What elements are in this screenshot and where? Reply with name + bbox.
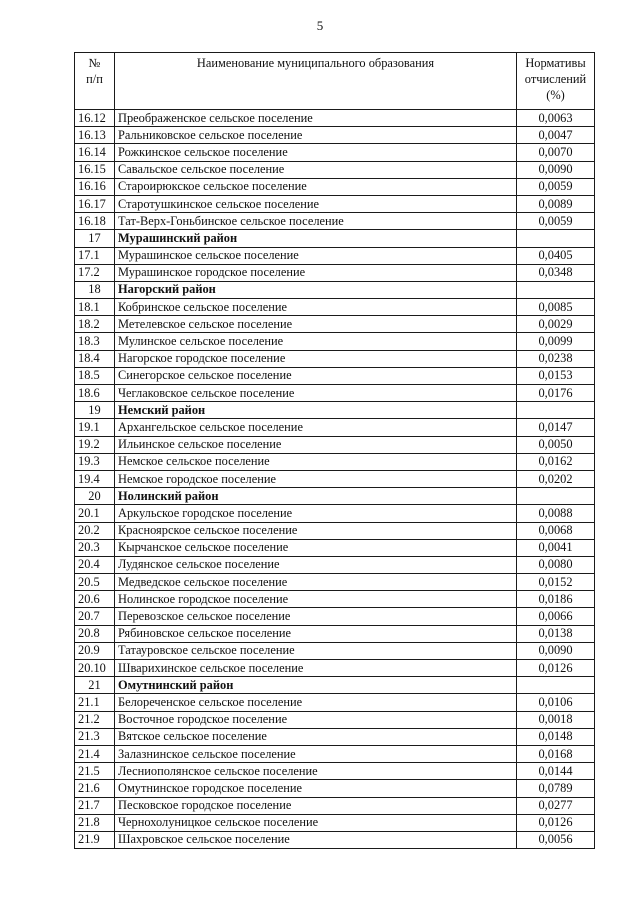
cell-value: 0,0789: [517, 780, 595, 797]
cell-name: Восточное городское поселение: [115, 711, 517, 728]
table-row: [75, 299, 595, 316]
cell-name: Немское сельское поселение: [115, 453, 517, 470]
cell-num: 20.7: [75, 608, 115, 625]
cell-name: Шварихинское сельское поселение: [115, 660, 517, 677]
cell-num: 19.1: [75, 419, 115, 436]
table-row: [75, 385, 595, 402]
cell-name: Ильинское сельское поселение: [115, 436, 517, 453]
table-row: [75, 264, 595, 281]
cell-name: Омутнинский район: [115, 677, 517, 694]
cell-value: 0,0056: [517, 831, 595, 848]
district-row: [75, 402, 595, 419]
cell-value: 0,0153: [517, 367, 595, 384]
cell-name: Нолинский район: [115, 488, 517, 505]
table-row: [75, 745, 595, 762]
cell-name: Старотушкинское сельское поселение: [115, 195, 517, 212]
cell-name: Синегорское сельское поселение: [115, 367, 517, 384]
table-row: [75, 814, 595, 831]
table-row: [75, 453, 595, 470]
cell-value: 0,0162: [517, 453, 595, 470]
cell-name: Савальское сельское поселение: [115, 161, 517, 178]
table-row: [75, 539, 595, 556]
table-row: [75, 522, 595, 539]
cell-num: 21.2: [75, 711, 115, 728]
cell-name: Медведское сельское поселение: [115, 574, 517, 591]
table-row: [75, 780, 595, 797]
cell-value: 0,0089: [517, 195, 595, 212]
cell-value: 0,0147: [517, 419, 595, 436]
cell-value: 0,0047: [517, 127, 595, 144]
cell-value: 0,0168: [517, 745, 595, 762]
table-row: [75, 127, 595, 144]
table-row: [75, 797, 595, 814]
table-row: [75, 333, 595, 350]
cell-name: Преображенское сельское поселение: [115, 110, 517, 127]
table-row: [75, 178, 595, 195]
table-row: [75, 660, 595, 677]
cell-num: 19: [75, 402, 115, 419]
table-row: [75, 367, 595, 384]
table-row: [75, 608, 595, 625]
cell-name: Песковское городское поселение: [115, 797, 517, 814]
cell-value: 0,0144: [517, 763, 595, 780]
cell-value: 0,0068: [517, 522, 595, 539]
cell-value: 0,0018: [517, 711, 595, 728]
cell-name: Татауровское сельское поселение: [115, 642, 517, 659]
cell-name: Мурашинское городское поселение: [115, 264, 517, 281]
cell-value: [517, 281, 595, 298]
cell-value: [517, 488, 595, 505]
cell-name: Лесниополянское сельское поселение: [115, 763, 517, 780]
table-row: [75, 711, 595, 728]
table-row: [75, 556, 595, 573]
cell-name: Красноярское сельское поселение: [115, 522, 517, 539]
cell-value: 0,0080: [517, 556, 595, 573]
cell-name: Чеглаковское сельское поселение: [115, 385, 517, 402]
header-value-line1: Нормативы: [525, 56, 586, 70]
table-row: [75, 161, 595, 178]
cell-num: 16.17: [75, 195, 115, 212]
page-number: 5: [316, 18, 324, 33]
table-row: [75, 574, 595, 591]
table-row: [75, 591, 595, 608]
cell-name: Шахровское сельское поселение: [115, 831, 517, 848]
cell-name: Чернохолуницкое сельское поселение: [115, 814, 517, 831]
cell-num: 20.3: [75, 539, 115, 556]
cell-value: 0,0085: [517, 299, 595, 316]
cell-num: 21.3: [75, 728, 115, 745]
cell-value: 0,0148: [517, 728, 595, 745]
cell-name: Омутнинское городское поселение: [115, 780, 517, 797]
cell-num: 20.6: [75, 591, 115, 608]
cell-num: 17.2: [75, 264, 115, 281]
cell-num: 21.8: [75, 814, 115, 831]
table-row: [75, 694, 595, 711]
cell-num: 16.14: [75, 144, 115, 161]
cell-num: 16.18: [75, 213, 115, 230]
cell-name: Немское городское поселение: [115, 470, 517, 487]
district-row: [75, 677, 595, 694]
cell-num: 18.4: [75, 350, 115, 367]
district-row: [75, 230, 595, 247]
header-value-line3: (%): [546, 88, 565, 102]
cell-num: 19.2: [75, 436, 115, 453]
cell-value: 0,0029: [517, 316, 595, 333]
cell-num: 20.5: [75, 574, 115, 591]
cell-name: Нолинское городское поселение: [115, 591, 517, 608]
cell-value: 0,0405: [517, 247, 595, 264]
cell-value: 0,0106: [517, 694, 595, 711]
cell-name: Мурашинский район: [115, 230, 517, 247]
cell-value: 0,0041: [517, 539, 595, 556]
cell-num: 16.16: [75, 178, 115, 195]
table-row: [75, 505, 595, 522]
district-row: [75, 281, 595, 298]
table-body: [75, 110, 595, 849]
cell-name: Рожкинское сельское поселение: [115, 144, 517, 161]
cell-value: [517, 677, 595, 694]
cell-name: Метелевское сельское поселение: [115, 316, 517, 333]
table-row: [75, 247, 595, 264]
cell-num: 19.4: [75, 470, 115, 487]
cell-value: 0,0176: [517, 385, 595, 402]
cell-num: 16.15: [75, 161, 115, 178]
cell-num: 18.1: [75, 299, 115, 316]
cell-name: Нагорский район: [115, 281, 517, 298]
cell-value: 0,0202: [517, 470, 595, 487]
table-row: [75, 470, 595, 487]
table-row: [75, 625, 595, 642]
cell-value: 0,0099: [517, 333, 595, 350]
norms-table: [74, 52, 595, 849]
cell-num: 20.2: [75, 522, 115, 539]
cell-name: Рябиновское сельское поселение: [115, 625, 517, 642]
cell-value: 0,0059: [517, 213, 595, 230]
cell-value: 0,0059: [517, 178, 595, 195]
cell-value: 0,0126: [517, 660, 595, 677]
cell-num: 19.3: [75, 453, 115, 470]
cell-name: Немский район: [115, 402, 517, 419]
header-num: [75, 53, 115, 110]
table-header-row: [75, 53, 595, 110]
cell-num: 21.7: [75, 797, 115, 814]
cell-name: Перевозское сельское поселение: [115, 608, 517, 625]
table-row: [75, 831, 595, 848]
cell-num: 21: [75, 677, 115, 694]
cell-value: 0,0126: [517, 814, 595, 831]
cell-num: 17.1: [75, 247, 115, 264]
district-row: [75, 488, 595, 505]
cell-name: Кырчанское сельское поселение: [115, 539, 517, 556]
cell-name: Архангельское сельское поселение: [115, 419, 517, 436]
cell-num: 20.10: [75, 660, 115, 677]
cell-value: 0,0348: [517, 264, 595, 281]
cell-value: 0,0152: [517, 574, 595, 591]
cell-num: 18.2: [75, 316, 115, 333]
cell-num: 20: [75, 488, 115, 505]
cell-num: 21.1: [75, 694, 115, 711]
header-num-line1: №: [88, 56, 101, 70]
cell-num: 20.8: [75, 625, 115, 642]
cell-name: Мулинское сельское поселение: [115, 333, 517, 350]
cell-name: Белореченское сельское поселение: [115, 694, 517, 711]
cell-value: 0,0070: [517, 144, 595, 161]
cell-name: Староирюкское сельское поселение: [115, 178, 517, 195]
cell-num: 21.5: [75, 763, 115, 780]
cell-num: 20.9: [75, 642, 115, 659]
cell-num: 20.1: [75, 505, 115, 522]
cell-value: 0,0090: [517, 642, 595, 659]
cell-num: 18.5: [75, 367, 115, 384]
cell-value: 0,0238: [517, 350, 595, 367]
table-row: [75, 110, 595, 127]
cell-value: [517, 230, 595, 247]
table-row: [75, 642, 595, 659]
header-value-line2: отчислений: [524, 72, 587, 86]
table-row: [75, 763, 595, 780]
cell-num: 21.9: [75, 831, 115, 848]
cell-value: 0,0088: [517, 505, 595, 522]
header-num-line2: п/п: [86, 72, 103, 86]
table-row: [75, 213, 595, 230]
cell-value: 0,0090: [517, 161, 595, 178]
cell-value: 0,0277: [517, 797, 595, 814]
cell-value: 0,0066: [517, 608, 595, 625]
cell-name: Мурашинское сельское поселение: [115, 247, 517, 264]
cell-value: [517, 402, 595, 419]
table-row: [75, 144, 595, 161]
table-row: [75, 350, 595, 367]
cell-name: Залазнинское сельское поселение: [115, 745, 517, 762]
cell-name: Лудянское сельское поселение: [115, 556, 517, 573]
table-row: [75, 195, 595, 212]
cell-value: 0,0063: [517, 110, 595, 127]
table-row: [75, 436, 595, 453]
table-row: [75, 419, 595, 436]
cell-num: 16.12: [75, 110, 115, 127]
cell-num: 21.4: [75, 745, 115, 762]
header-name: Наименование муниципального образования: [115, 53, 517, 110]
table-row: [75, 316, 595, 333]
cell-num: 18.3: [75, 333, 115, 350]
cell-value: 0,0186: [517, 591, 595, 608]
cell-name: Аркульское городское поселение: [115, 505, 517, 522]
cell-num: 20.4: [75, 556, 115, 573]
header-value: [517, 53, 595, 110]
cell-name: Нагорское городское поселение: [115, 350, 517, 367]
cell-num: 18: [75, 281, 115, 298]
cell-num: 17: [75, 230, 115, 247]
cell-value: 0,0050: [517, 436, 595, 453]
table-row: [75, 728, 595, 745]
cell-num: 16.13: [75, 127, 115, 144]
cell-name: Ральниковское сельское поселение: [115, 127, 517, 144]
cell-name: Тат-Верх-Гоньбинское сельское поселение: [115, 213, 517, 230]
cell-name: Кобринское сельское поселение: [115, 299, 517, 316]
cell-name: Вятское сельское поселение: [115, 728, 517, 745]
cell-num: 18.6: [75, 385, 115, 402]
cell-value: 0,0138: [517, 625, 595, 642]
cell-num: 21.6: [75, 780, 115, 797]
